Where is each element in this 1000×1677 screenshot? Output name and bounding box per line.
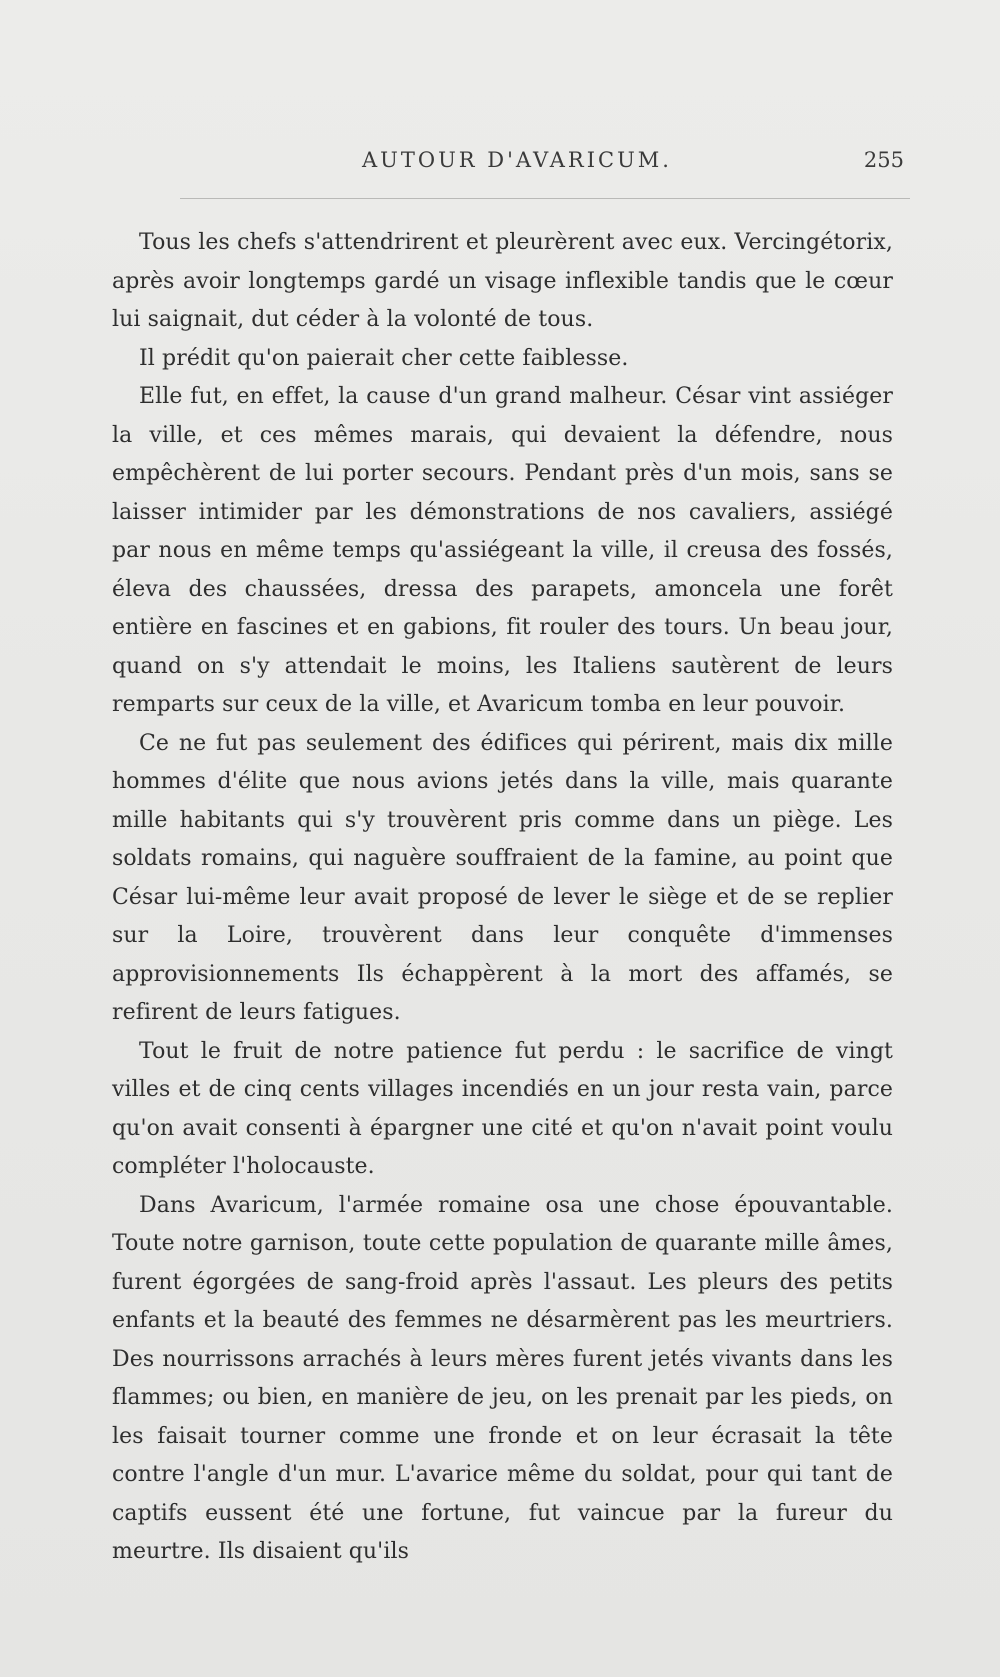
paragraph: Tous les chefs s'attendrirent et pleurèrent avec eux. Vercingétorix, après avoir longtemps gardé un visage inflexible tandis que le cœur lui saignait, dut céder à la volonté de tous.	[112, 230, 893, 332]
body-text	[112, 224, 893, 1572]
paragraph: Tout le fruit de notre patience fut perdu : le sacrifice de vingt villes et de cinq cents villages incendiés en un jour resta vain, parce qu'on avait consenti à épargner une cité et qu'on n'avait point voulu compléter l'holocauste.	[112, 1038, 893, 1179]
header-rule	[180, 198, 910, 199]
page-number: 255	[863, 148, 904, 172]
running-head	[180, 148, 910, 184]
paragraph: Dans Avaricum, l'armée romaine osa une chose épouvantable. Toute notre garnison, toute cette population de quarante mille âmes, furent égorgées de sang-froid après l'assaut. Les pleurs des petits enfants et la beauté des femmes ne désarmèrent pas les meurtriers. Des nourrissons arrachés à leurs mères furent jetés vivants dans les flammes; ou bien, en manière de jeu, on les prenait par les pieds, on les faisait tourner comme une fronde et on leur écrasait la tête contre l'angle d'un mur. L'avarice même du soldat, pour qui tant de captifs eussent été une fortune, fut vaincue par la fureur du meurtre. Ils disaient qu'ils	[112, 1192, 893, 1564]
paragraph: Elle fut, en effet, la cause d'un grand malheur. César vint assiéger la ville, et ces mêmes marais, qui devaient la défendre, nous empêchèrent de lui porter secours. Pendant près d'un mois, sans se laisser intimider par les démonstrations de nos cavaliers, assiégé par nous en même temps qu'assiégeant la ville, il creusa des fossés, éleva des chaussées, dressa des parapets, amoncela une forêt entière en fascines et en gabions, fit rouler des tours. Un beau jour, quand on s'y attendait le moins, les Italiens sautèrent de leurs remparts sur ceux de la ville, et Avaricum tomba en leur pouvoir.	[112, 384, 893, 717]
running-title: AUTOUR D'AVARICUM.	[362, 148, 672, 172]
paragraph: Ce ne fut pas seulement des édifices qui périrent, mais dix mille hommes d'élite que nous avions jetés dans la ville, mais quarante mille habitants qui s'y trouvèrent pris comme dans un piège. Les soldats romains, qui naguère souffraient de la famine, au point que César lui-même leur avait proposé de lever le siège et de se replier sur la Loire, trouvèrent dans leur conquête d'immenses approvisionnements Ils échappèrent à la mort des affamés, se refirent de leurs fatigues.	[112, 730, 893, 1025]
paragraph: Il prédit qu'on paierait cher cette faiblesse.	[139, 345, 629, 371]
